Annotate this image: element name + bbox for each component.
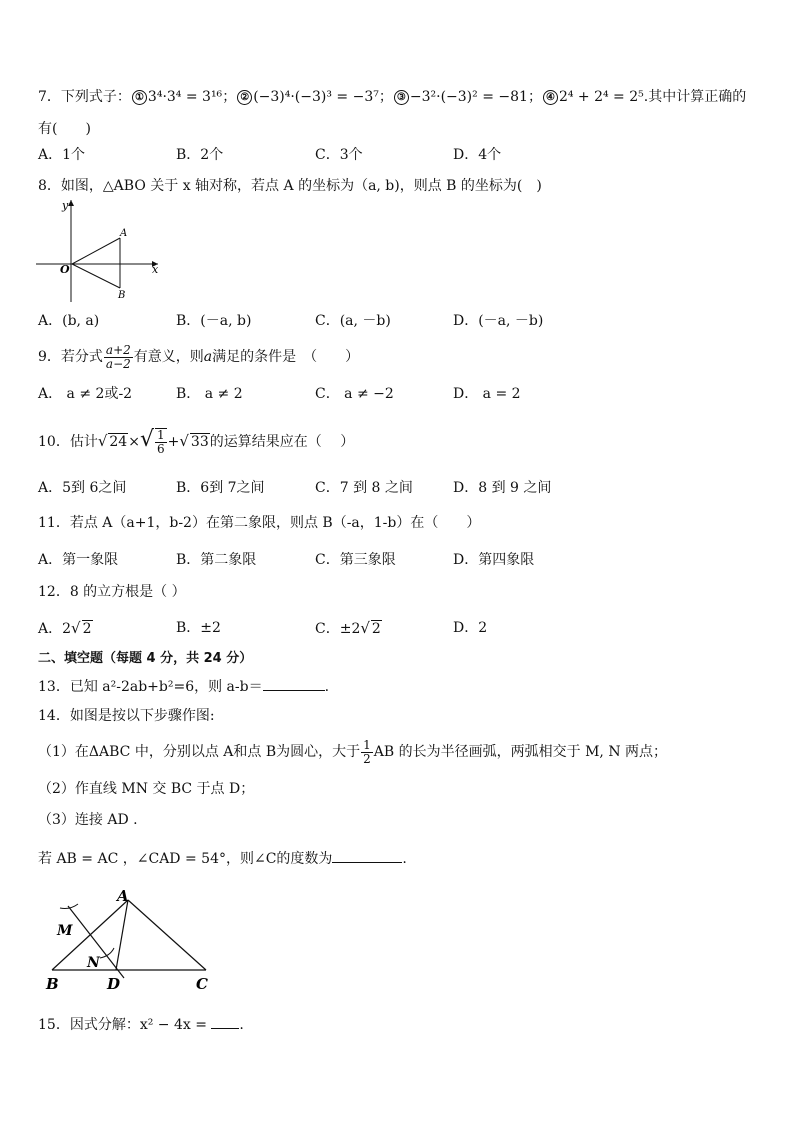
- option-c: C．7 到 8 之间: [315, 480, 413, 496]
- radicand: 2: [371, 621, 381, 637]
- fraction: [361, 739, 373, 766]
- times-sign: ×: [128, 434, 140, 450]
- option-d: D．4个: [453, 147, 502, 163]
- question-10: 10．估计√ 24×√ $\frac{1}{6}$ +√ 33的运算结果应在（ ）: [38, 427, 355, 456]
- point-a-label: A: [120, 228, 128, 239]
- point-b-label: B: [118, 290, 126, 301]
- item-marker: ③: [394, 90, 409, 105]
- option-a: A．2√ 2: [38, 619, 92, 637]
- step-3: （3）连接 AD .: [38, 812, 138, 828]
- option-text: A．2: [38, 621, 72, 637]
- fraction-denominator: 6: [156, 442, 165, 456]
- segment-oa: [72, 238, 120, 264]
- option-c: C． a ≠ −2: [315, 386, 394, 402]
- fraction-denominator: a−2: [105, 356, 131, 371]
- plus-sign: +: [167, 434, 180, 450]
- question-intro: 下列式子：: [60, 89, 131, 105]
- period: .: [239, 1017, 244, 1033]
- option-a: A．5到 6之间: [38, 480, 127, 496]
- point-b-label: B: [46, 975, 59, 993]
- segment-ad: [116, 900, 128, 970]
- option-c: C．3个: [315, 147, 363, 163]
- y-label: y: [62, 199, 69, 212]
- step-2: （2）作直线 MN 交 BC 于点 D；: [38, 781, 255, 797]
- point-m-label: M: [57, 923, 73, 939]
- segment-ac: [128, 900, 206, 970]
- step-1: [38, 737, 667, 767]
- question-text: 15．因式分解：x² − 4x =: [38, 1017, 212, 1033]
- question-7-line2: 有( ): [38, 121, 91, 137]
- item-marker: ④: [543, 90, 558, 105]
- point-c-label: C: [196, 975, 208, 993]
- question-tail: .其中计算正确的: [643, 89, 747, 105]
- expression: 3⁴·3⁴ = 3¹⁶: [147, 89, 223, 105]
- question-15: [38, 1014, 244, 1034]
- period: .: [402, 851, 407, 867]
- point-a-label: A: [117, 887, 129, 905]
- option-d: D．8 到 9 之间: [453, 480, 552, 496]
- radicand: 33: [190, 434, 209, 450]
- question-mid: 有意义，则: [133, 349, 204, 365]
- option-d: D． a = 2: [453, 386, 521, 402]
- point-n-label: N: [87, 955, 100, 971]
- fraction-numerator: 1: [363, 737, 371, 752]
- fraction-numerator: a+2: [105, 342, 131, 357]
- option-a: A． a ≠ 2或-2: [38, 386, 133, 402]
- option-d: D．第四象限: [453, 552, 535, 568]
- point-d-label: D: [107, 975, 121, 993]
- y-axis-arrow: [68, 200, 74, 206]
- variable: a: [203, 349, 213, 365]
- question-number: 7．: [38, 89, 61, 105]
- question-text: 13．已知 a²-2ab+b²=6，则 a-b＝: [38, 679, 263, 695]
- option-a: A．(b, a): [38, 313, 100, 329]
- expression: (−3)⁴·(−3)³ = −3⁷: [253, 89, 379, 105]
- option-a: A．第一象限: [38, 552, 119, 568]
- question-7: 7．下列式子： ① 3⁴·3⁴ = 3¹⁶； ② (−3)⁴·(−3)³ = −3⁷； ③ −3²·(−3)² = −81； ④ 2⁴ + 2⁴ = 2⁵.其中计算正确的: [38, 89, 747, 105]
- question-9: [38, 343, 359, 371]
- option-d: D．2: [453, 620, 488, 636]
- option-d: D．(－a, －b): [453, 313, 544, 329]
- option-b: B．6到 7之间: [176, 480, 265, 496]
- x-label: x: [152, 263, 159, 276]
- question-prefix: 9．若分式: [38, 349, 103, 365]
- condition-text: 若 AB = AC ，∠CAD = 54°，则∠C的度数为: [38, 851, 333, 867]
- expression: 2⁴ + 2⁴ = 2⁵: [558, 89, 644, 105]
- option-text: C．±2: [315, 621, 361, 637]
- origin-label: O: [60, 263, 70, 276]
- fraction: [104, 344, 133, 371]
- step-text: （1）在ΔABC 中，分别以点 A和点 B为圆心，大于: [38, 744, 361, 760]
- option-b: B．2个: [176, 147, 224, 163]
- option-b: B．±2: [176, 620, 221, 636]
- coordinate-figure: [36, 196, 166, 306]
- item-marker: ①: [132, 90, 147, 105]
- question-prefix: 10．估计: [38, 434, 98, 450]
- radicand: 2: [82, 621, 92, 637]
- question-13: [38, 676, 329, 696]
- question-11: 11．若点 A（a+1，b-2）在第二象限，则点 B（-a，1-b）在（ ）: [38, 515, 481, 531]
- period: .: [324, 679, 330, 695]
- answer-blank[interactable]: [332, 848, 402, 863]
- radicand: 24: [109, 434, 128, 450]
- option-c: C．±2√ 2: [315, 619, 381, 637]
- question-14-condition: [38, 848, 407, 868]
- expression: −3²·(−3)² = −81: [409, 89, 528, 105]
- section-heading: 二、填空题（每题 4 分，共 24 分）: [38, 651, 253, 666]
- question-8: 8．如图，△ABO 关于 x 轴对称，若点 A 的坐标为（a, b)，则点 B 的坐标为( ): [38, 178, 542, 194]
- question-suffix: 满足的条件是 （ ）: [212, 349, 360, 365]
- fraction-denominator: 2: [363, 751, 371, 766]
- segment-ob: [72, 264, 120, 288]
- option-b: B．第二象限: [176, 552, 257, 568]
- answer-blank[interactable]: [211, 1014, 239, 1029]
- fraction-numerator: 1: [156, 428, 165, 442]
- option-c: C．(a, －b): [315, 313, 391, 329]
- question-14: 14．如图是按以下步骤作图:: [38, 708, 215, 724]
- answer-blank[interactable]: [263, 676, 325, 691]
- triangle-figure: [40, 884, 220, 994]
- item-marker: ②: [237, 90, 252, 105]
- option-b: B． a ≠ 2: [176, 386, 243, 402]
- step-text: AB 的长为半径画弧，两弧相交于 M, N 两点；: [373, 744, 668, 760]
- option-a: A．1个: [38, 147, 86, 163]
- option-c: C．第三象限: [315, 552, 396, 568]
- question-suffix: 的运算结果应在（ ）: [209, 434, 355, 450]
- arc-m: [60, 904, 78, 909]
- fraction: [155, 428, 167, 456]
- option-b: B．(－a, b): [176, 313, 252, 329]
- question-12: 12．8 的立方根是（ ）: [38, 584, 186, 600]
